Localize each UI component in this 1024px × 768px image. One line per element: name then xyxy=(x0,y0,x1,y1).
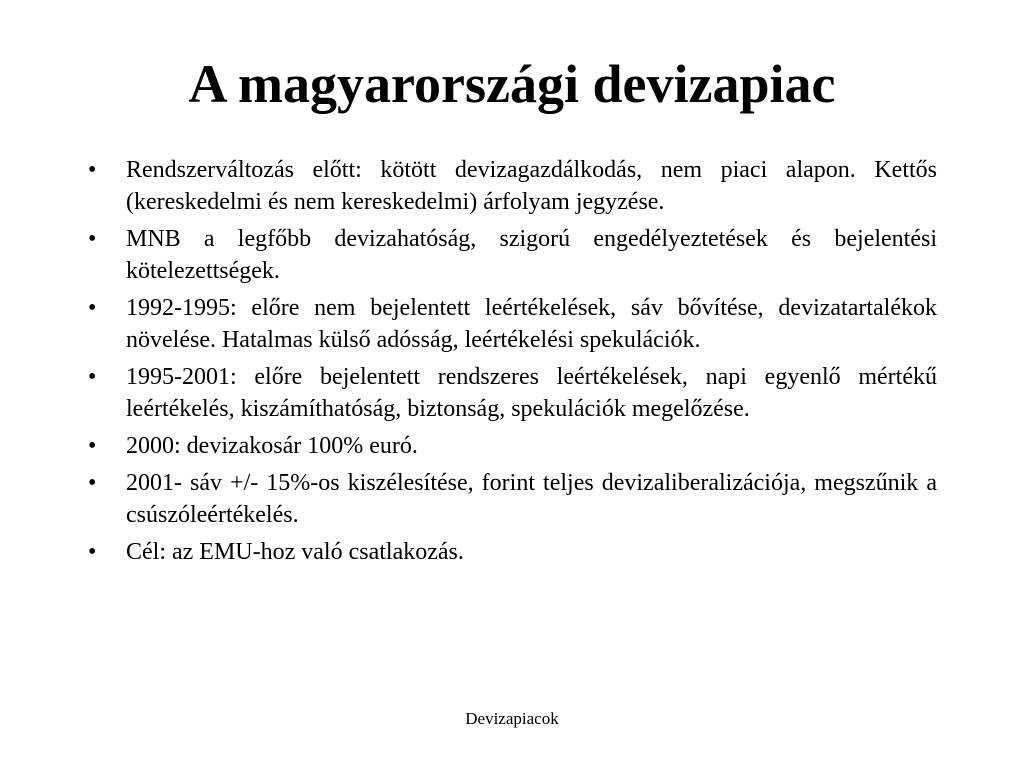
bullet-text: 2001- sáv +/- 15%-os kiszélesítése, forint teljes devizaliberalizációja, megszűnik a csúszóleértékelés. xyxy=(126,470,937,528)
slide-footer: Devizapiacok xyxy=(465,709,559,728)
bullet-item xyxy=(88,361,937,425)
bullet-icon: • xyxy=(88,470,97,496)
bullet-text: Cél: az EMU-hoz való csatlakozás. xyxy=(126,539,464,565)
bullet-item xyxy=(88,467,937,531)
slide-title: A magyarországi devizapiac xyxy=(188,54,836,114)
bullet-icon: • xyxy=(88,364,97,390)
bullet-icon: • xyxy=(88,226,97,252)
bullet-text: 2000: devizakosár 100% euró. xyxy=(126,433,418,459)
bullet-item xyxy=(88,430,937,462)
bullet-text: MNB a legfőbb devizahatóság, szigorú engedélyeztetések és bejelentési kötelezettségek. xyxy=(126,226,937,284)
bullet-text: 1995-2001: előre bejelentett rendszeres leértékelések, napi egyenlő mértékű leértékelés, kiszámíthatóság, biztonság, spekulációk megelőzése. xyxy=(126,364,937,422)
bullet-text: 1992-1995: előre nem bejelentett leértékelések, sáv bővítése, devizatartalékok növelése. Hatalmas külső adósság, leértékelési spekulációk. xyxy=(126,295,937,353)
bullet-text: Rendszerváltozás előtt: kötött devizagazdálkodás, nem piaci alapon. Kettős (kereskedelmi és nem kereskedelmi) árfolyam jegyzése. xyxy=(126,157,937,215)
bullet-list xyxy=(88,154,937,573)
bullet-item xyxy=(88,223,937,287)
bullet-item xyxy=(88,536,937,568)
bullet-icon: • xyxy=(88,157,97,183)
bullet-icon: • xyxy=(88,433,97,459)
bullet-item xyxy=(88,154,937,218)
bullet-icon: • xyxy=(88,295,97,321)
bullet-item xyxy=(88,292,937,356)
bullet-icon: • xyxy=(88,539,97,565)
